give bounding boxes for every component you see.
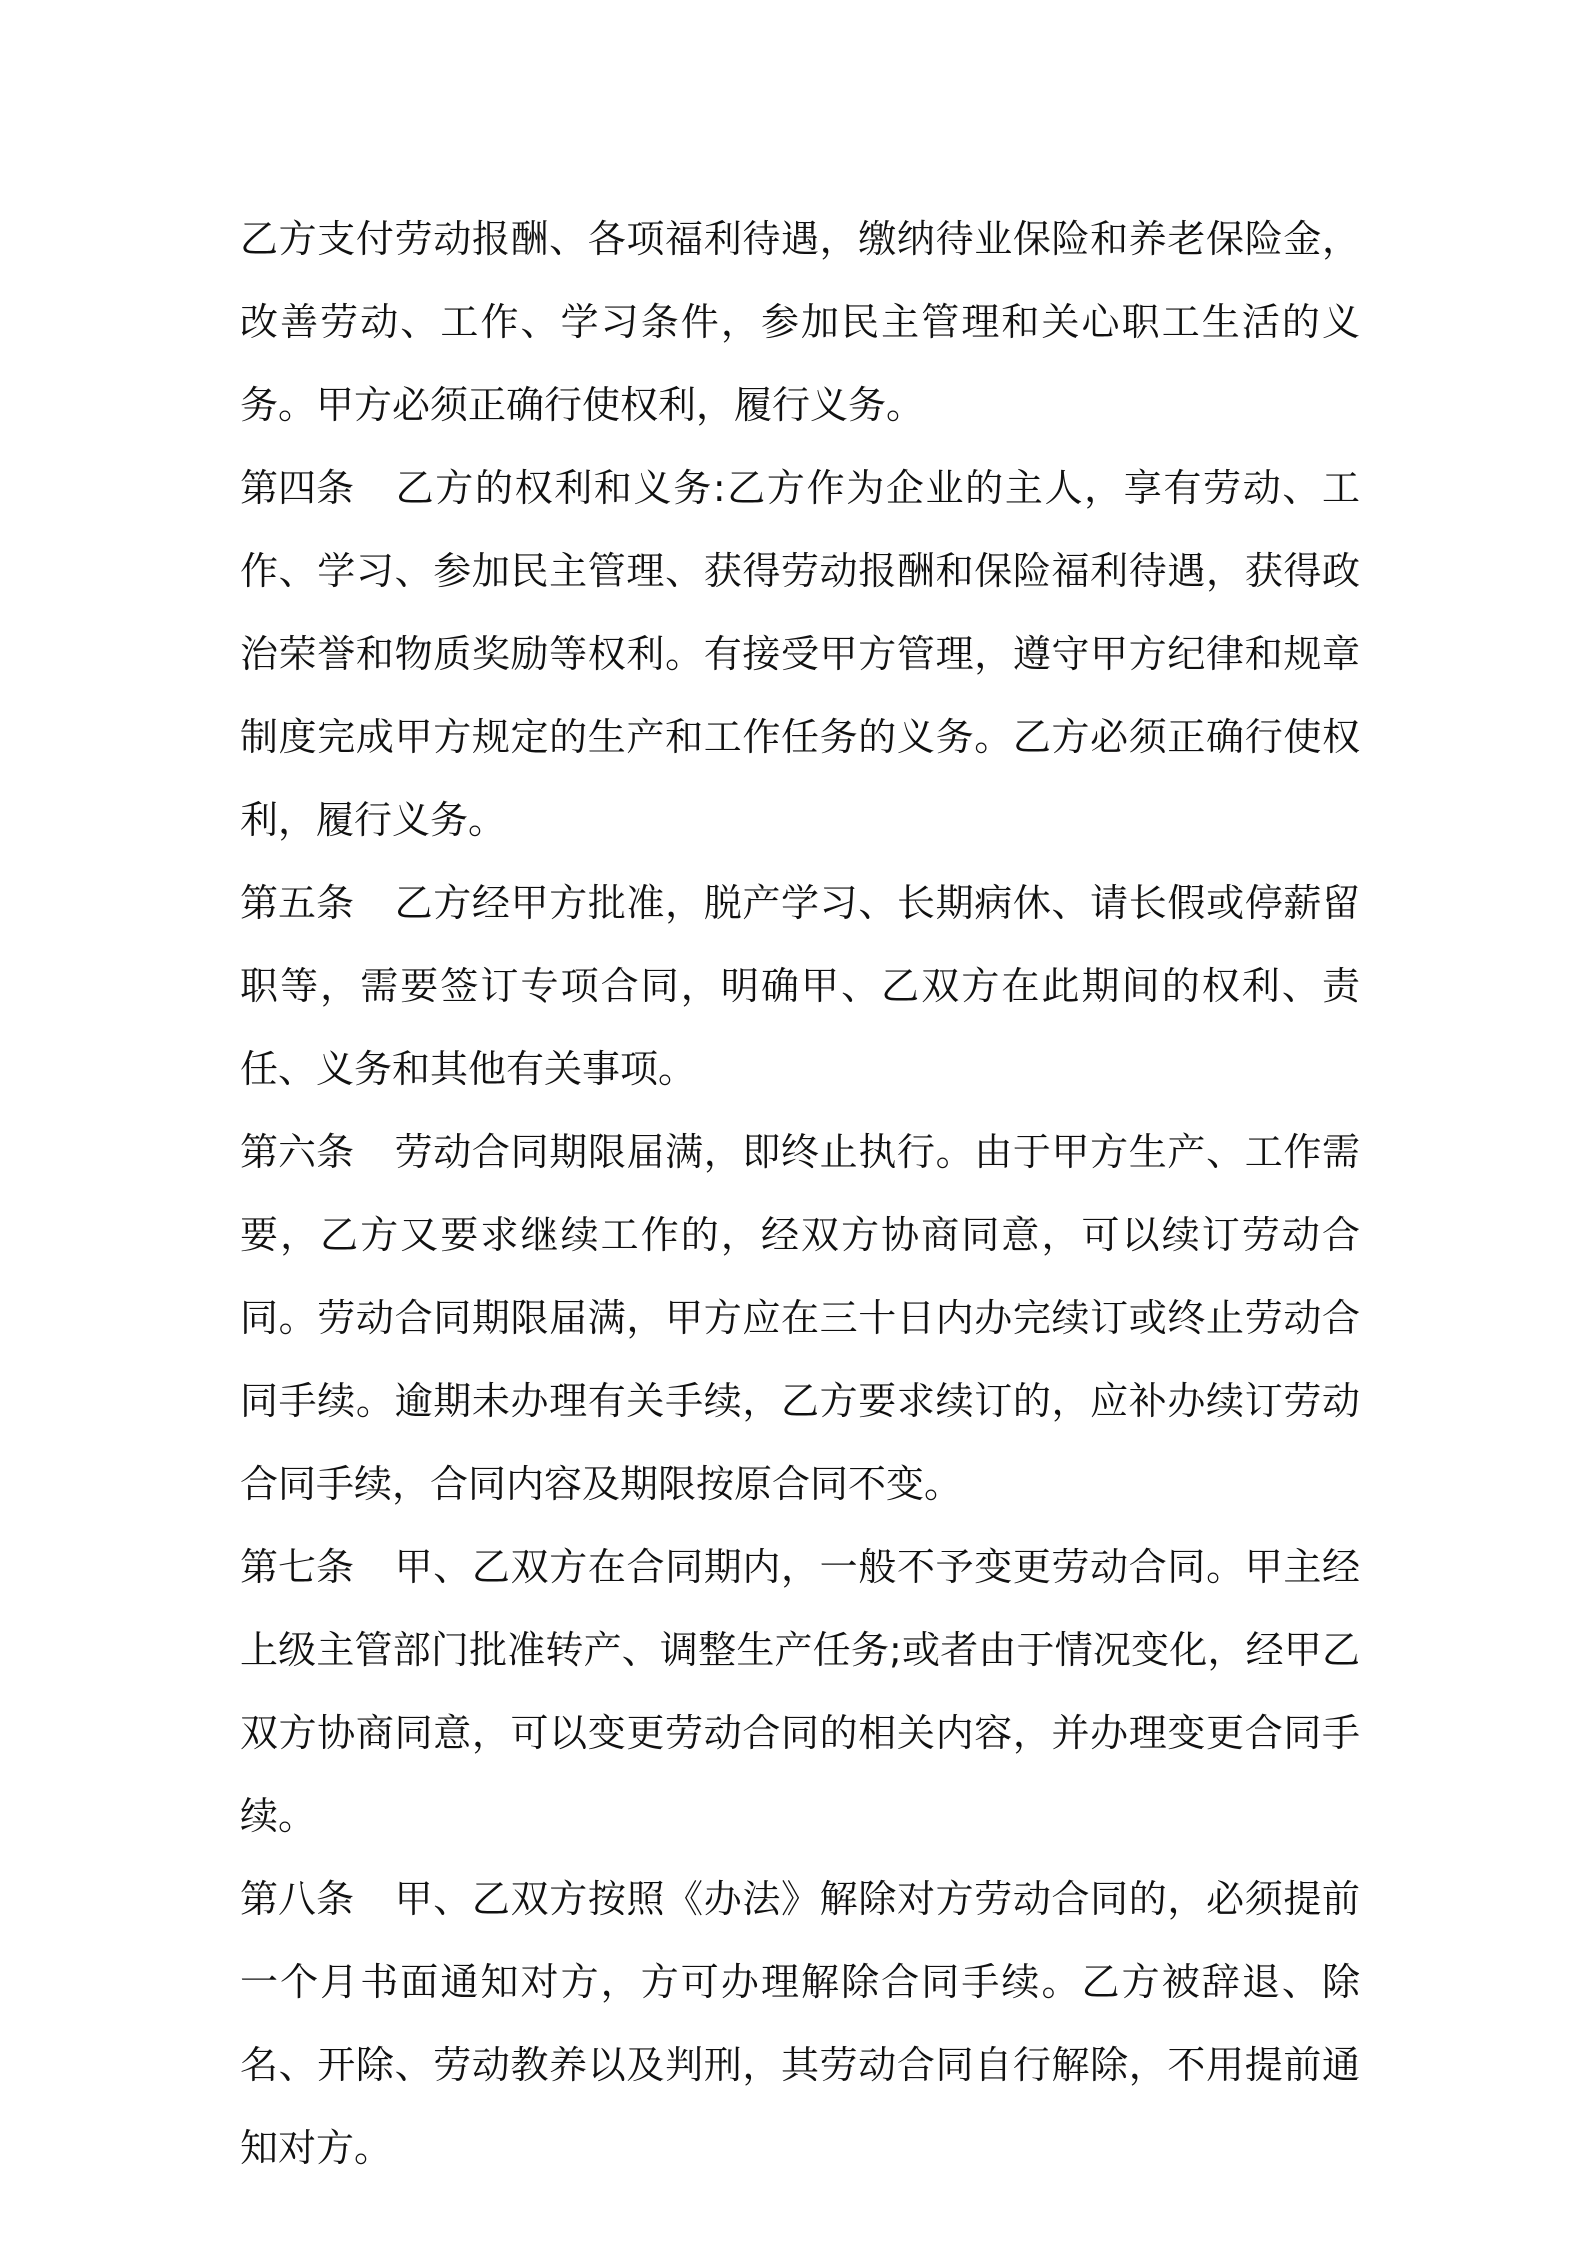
article-5 bbox=[240, 862, 1360, 1111]
article-6 bbox=[240, 1111, 1360, 1526]
paragraph-text: 乙方经甲方批准，脱产学习、长期病休、请长假或停薪留职等，需要签订专项合同，明确甲、乙双方在此期间的权利、责任、义务和其他有关事项。 bbox=[240, 881, 1360, 1091]
paragraph-text: 甲、乙双方按照《办法》解除对方劳动合同的，必须提前一个月书面通知对方，方可办理解除合同手续。乙方被辞退、除名、开除、劳动教养以及判刑，其劳动合同自行解除，不用提前通知对方。 bbox=[240, 1877, 1360, 2170]
contract-body bbox=[240, 198, 1360, 2190]
paragraph-text: 乙方的权利和义务:乙方作为企业的主人，享有劳动、工作、学习、参加民主管理、获得劳动报酬和保险福利待遇，获得政治荣誉和物质奖励等权利。有接受甲方管理，遵守甲方纪律和规章制度完成甲方规定的生产和工作任务的义务。乙方必须正确行使权利，履行义务。 bbox=[240, 466, 1360, 842]
article-7 bbox=[240, 1526, 1360, 1858]
paragraph-text: 乙方支付劳动报酬、各项福利待遇，缴纳待业保险和养老保险金，改善劳动、工作、学习条件，参加民主管理和关心职工生活的义务。甲方必须正确行使权利，履行义务。 bbox=[240, 217, 1360, 427]
paragraph-text: 甲、乙双方在合同期内，一般不予变更劳动合同。甲主经上级主管部门批准转产、调整生产任务;或者由于情况变化，经甲乙双方协商同意，可以变更劳动合同的相关内容，并办理变更合同手续。 bbox=[240, 1545, 1360, 1838]
article-number: 第六条 bbox=[240, 1130, 355, 1174]
article-number: 第七条 bbox=[240, 1545, 355, 1589]
article-4 bbox=[240, 447, 1360, 862]
paragraph-text: 劳动合同期限届满，即终止执行。由于甲方生产、工作需要，乙方又要求继续工作的，经双方协商同意，可以续订劳动合同。劳动合同期限届满，甲方应在三十日内办完续订或终止劳动合同手续。逾期未办理有关手续，乙方要求续订的，应补办续订劳动合同手续，合同内容及期限按原合同不变。 bbox=[240, 1130, 1360, 1506]
paragraph-continuation bbox=[240, 198, 1360, 447]
article-number: 第四条 bbox=[240, 466, 355, 510]
article-number: 第八条 bbox=[240, 1877, 355, 1921]
article-number: 第五条 bbox=[240, 881, 355, 925]
article-8 bbox=[240, 1858, 1360, 2190]
